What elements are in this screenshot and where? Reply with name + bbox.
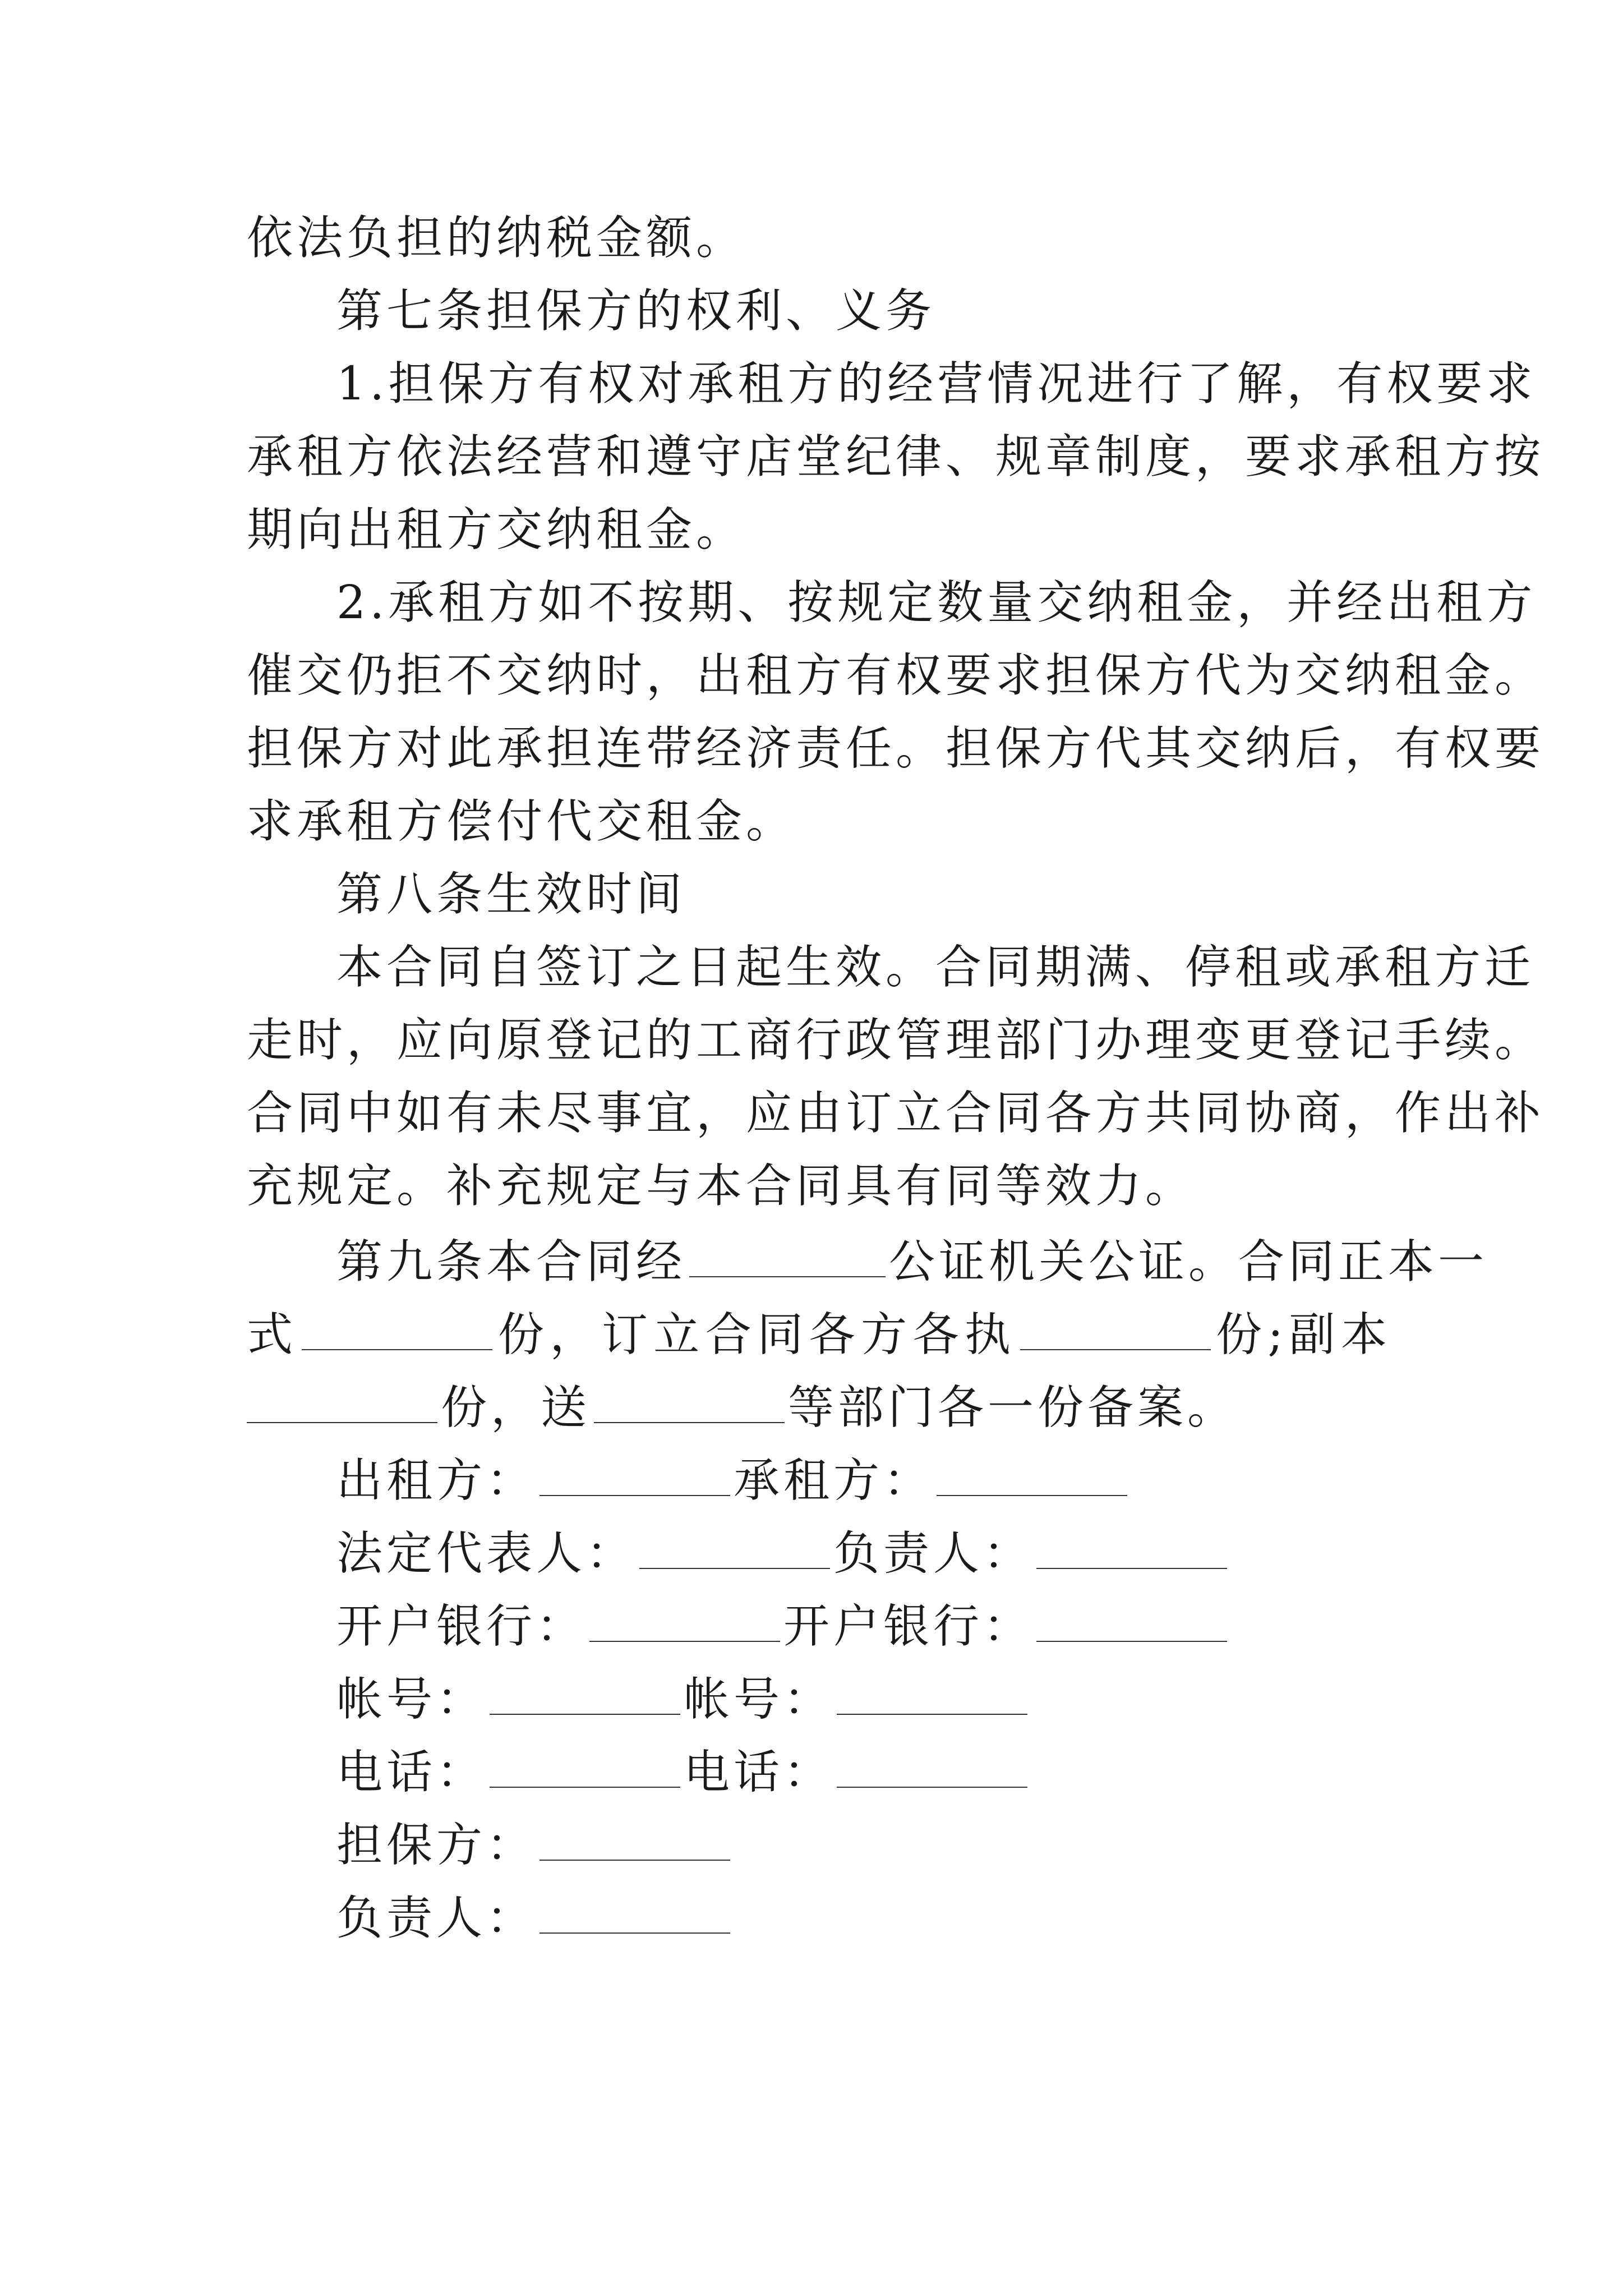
text-segment: 第九条本合同经	[336, 1235, 686, 1289]
signature-row-representatives	[336, 1523, 1391, 1579]
lessee-account-blank[interactable]	[837, 1669, 1027, 1715]
signature-row-parties	[336, 1450, 1391, 1506]
paragraph-line: 1.担保方有权对承租方的经营情况进行了解，有权要求	[336, 357, 1537, 411]
paragraph-line: 担保方对此承担连带经济责任。担保方代其交纳后，有权要	[247, 722, 1545, 775]
responsible-label: 负责人：	[833, 1527, 1034, 1580]
text-segment: 份，订立合同各方各执	[496, 1308, 1017, 1361]
paragraph-line: 承租方依法经营和遵守店堂纪律、规章制度，要求承租方按	[247, 430, 1545, 484]
paragraph-line: 2.承租方如不按期、按规定数量交纳租金，并经出租方	[336, 576, 1537, 629]
legal-rep-blank[interactable]	[639, 1523, 830, 1569]
lessor-label: 出租方：	[336, 1454, 537, 1507]
lessor-account-blank[interactable]	[490, 1669, 680, 1715]
bank-label: 开户银行：	[336, 1600, 587, 1653]
account-label: 帐号：	[336, 1673, 487, 1726]
lessee-blank[interactable]	[937, 1450, 1127, 1496]
lessee-label: 承租方：	[734, 1454, 934, 1507]
lessor-phone-blank[interactable]	[490, 1742, 680, 1788]
responsible-blank[interactable]	[1036, 1523, 1227, 1569]
filing-departments-blank[interactable]	[594, 1377, 785, 1423]
lessor-blank[interactable]	[540, 1450, 730, 1496]
duplicate-copies-blank[interactable]	[247, 1377, 437, 1423]
lessor-bank-blank[interactable]	[589, 1596, 780, 1642]
paragraph-line: 本合同自签订之日起生效。合同期满、停租或承租方迁	[336, 941, 1535, 994]
signature-row-banks	[336, 1596, 1391, 1652]
original-copies-blank[interactable]	[302, 1304, 492, 1350]
copies-each-party-blank[interactable]	[1020, 1304, 1211, 1350]
article-9-line-3	[247, 1377, 1391, 1433]
guarantor-blank[interactable]	[540, 1815, 730, 1861]
guarantor-responsible-blank[interactable]	[540, 1888, 730, 1934]
signature-row-guarantor	[336, 1815, 1391, 1871]
signature-row-guarantor-responsible	[336, 1888, 1391, 1944]
guarantor-label: 担保方：	[336, 1819, 537, 1872]
paragraph-line: 合同中如有未尽事宜，应由订立合同各方共同协商，作出补	[247, 1087, 1545, 1140]
article-8-heading: 第八条生效时间	[336, 868, 686, 921]
text-segment: 公证机关公证。合同正本一	[889, 1235, 1488, 1289]
text-segment: 份;副本	[1214, 1308, 1391, 1361]
text-segment: 式	[247, 1308, 299, 1361]
text-segment: 份，送	[441, 1381, 591, 1434]
paragraph-line: 充规定。补充规定与本合同具有同等效力。	[247, 1159, 1196, 1213]
guarantor-responsible-label: 负责人：	[336, 1892, 537, 1945]
article-7-heading: 第七条担保方的权利、义务	[336, 284, 936, 338]
notary-office-blank[interactable]	[689, 1231, 886, 1277]
signature-row-phones	[336, 1742, 1391, 1798]
account-label: 帐号：	[684, 1673, 834, 1726]
lessee-phone-blank[interactable]	[837, 1742, 1027, 1788]
paragraph-line: 走时，应向原登记的工商行政管理部门办理变更登记手续。	[247, 1014, 1545, 1067]
phone-label: 电话：	[684, 1746, 834, 1799]
paragraph-line: 催交仍拒不交纳时，出租方有权要求担保方代为交纳租金。	[247, 649, 1545, 702]
paragraph-line: 求承租方偿付代交租金。	[247, 795, 796, 848]
phone-label: 电话：	[336, 1746, 487, 1799]
bank-label: 开户银行：	[783, 1600, 1034, 1653]
lessee-bank-blank[interactable]	[1036, 1596, 1227, 1642]
text-segment: 等部门各一份备案。	[788, 1381, 1238, 1434]
signature-row-accounts	[336, 1669, 1391, 1725]
article-9-line-2	[247, 1304, 1391, 1360]
article-9-line-1	[336, 1231, 1488, 1289]
paragraph-line: 依法负担的纳税金额。	[247, 211, 746, 265]
legal-rep-label: 法定代表人：	[336, 1527, 637, 1580]
paragraph-line: 期向出租方交纳租金。	[247, 503, 746, 556]
